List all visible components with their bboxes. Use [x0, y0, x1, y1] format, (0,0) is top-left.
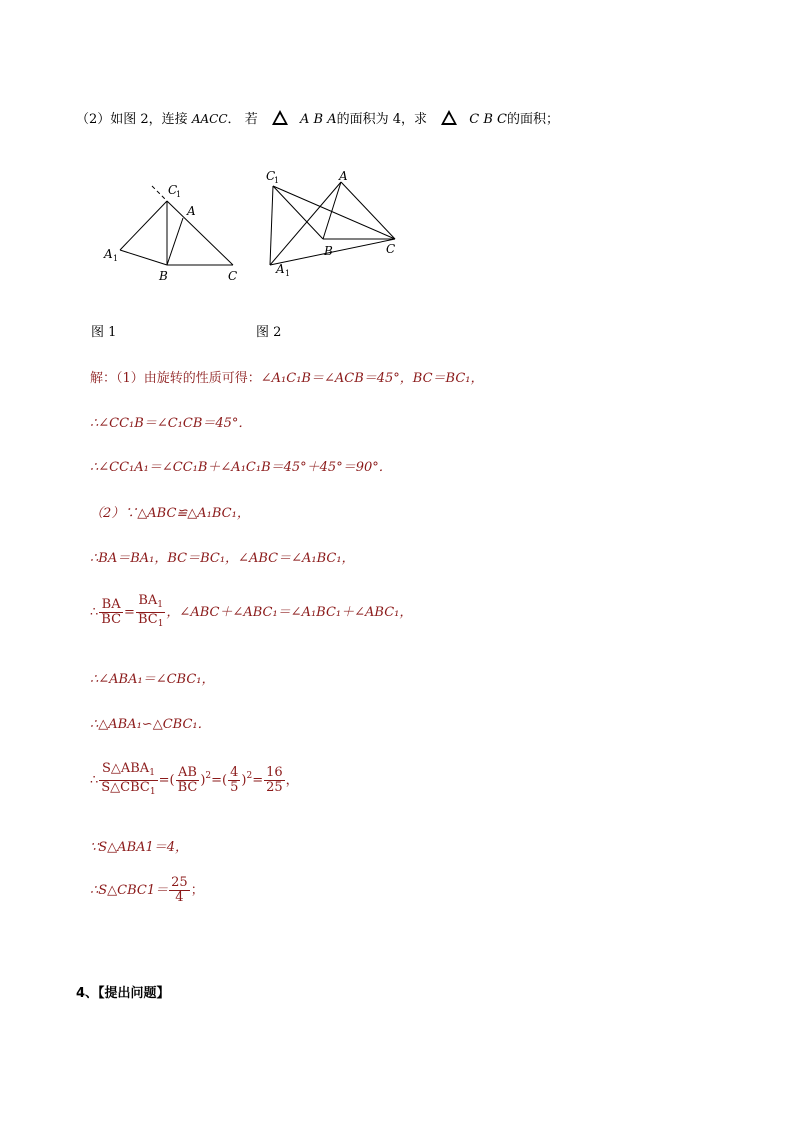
label-b: B [159, 269, 168, 283]
solution-line-5: ∴BA＝BA₁，BC＝BC₁，∠ABC＝∠A₁BC₁， [90, 551, 355, 566]
figure-1-caption: 图 1 [91, 325, 117, 340]
label-b: B [324, 244, 333, 258]
label-a1: A [276, 262, 285, 276]
fraction-area-ratio: $\frac{S\triangle ABA_1}{S\triangle CBC_1}$ [101, 761, 156, 797]
fraction-numerator: AB [176, 766, 200, 781]
section-4-heading: 4、【提出问题】 [76, 986, 170, 1001]
triangle-2-name: C B C [469, 112, 507, 127]
if-text: 若 [244, 112, 258, 127]
fraction-ba-bc [99, 598, 123, 627]
segment-c1-c [273, 186, 395, 239]
paren-open: =( [158, 773, 175, 788]
label-a: A [187, 204, 196, 218]
equals-sign: = [124, 605, 135, 620]
figure-2-caption: 图 2 [256, 325, 282, 340]
segment-b-a [167, 218, 183, 265]
question-line: （2）如图 2，连接 AACC． 若 A B A的面积为 4，求 C B C的面积； [76, 112, 560, 127]
fraction-numerator: S△ABA [101, 761, 150, 776]
paren-close: ) [241, 773, 247, 788]
connect-ref: AACC [191, 112, 228, 126]
solution-l1-expr: ∠A₁C₁B＝∠ACB＝45°，BC＝BC₁， [260, 371, 484, 386]
triangle-icon [272, 110, 288, 125]
fraction-denominator: S△CBC [101, 780, 150, 795]
therefore-symbol: ∴ [90, 605, 99, 620]
segment-a-b [323, 182, 341, 239]
area-expression: ∴S△CBC1＝ [90, 883, 169, 898]
fraction-numerator: 4 [230, 765, 239, 780]
therefore-symbol: ∴ [90, 773, 99, 788]
fraction-16-25 [264, 766, 285, 795]
solution-line-7: ∴∠ABA₁＝∠CBC₁， [90, 672, 215, 687]
dashed-extension [152, 186, 167, 201]
fraction-denominator: BC [101, 612, 122, 627]
fraction-denominator: BC [177, 780, 198, 795]
exponent: 2 [246, 771, 253, 781]
fraction-4-5 [228, 766, 240, 795]
label-sub: 1 [274, 176, 280, 185]
label-c1: C [168, 183, 178, 197]
fraction-numerator: 25 [171, 875, 188, 890]
fraction-denominator: 25 [266, 780, 283, 795]
figures-diagram [95, 160, 415, 285]
fraction-numerator: 16 [266, 765, 283, 780]
label-c: C [386, 242, 396, 256]
segment-c1-a1 [120, 201, 167, 250]
triangle-icon [441, 110, 457, 125]
solution-line-9 [90, 762, 299, 799]
triangle-1-name: A B A [299, 112, 337, 127]
fraction-denominator: BC [137, 612, 158, 627]
question-part-label: （2）如图 2，连接 [76, 112, 188, 127]
solution-line-11 [90, 876, 204, 905]
solution-line-8: ∴△ABA₁∽△CBC₁． [90, 717, 211, 732]
label-sub: 1 [113, 254, 119, 263]
label-c: C [228, 269, 238, 283]
solution-line-10: ∵S△ABA1＝4， [90, 840, 189, 855]
segment-c1-c [167, 201, 233, 265]
solution-line-6 [90, 594, 412, 631]
solution-line-3: ∴∠CC₁A₁＝∠CC₁B＋∠A₁C₁B＝45°＋45°＝90°． [90, 460, 392, 475]
fraction-denominator: 5 [230, 780, 239, 795]
segment-c1-a1 [270, 186, 273, 265]
end-text: 的面积； [507, 112, 560, 127]
label-a1: A [104, 247, 113, 261]
label-sub: 1 [176, 190, 182, 199]
semicolon: ； [190, 883, 204, 898]
label-a: A [339, 169, 348, 183]
solution-line-4: （2）∵△ABC≌△A₁BC₁， [90, 506, 250, 521]
solution-intro: 解：（1）由旋转的性质可得： [90, 371, 261, 386]
angle-expression: ，∠ABC＋∠ABC₁＝∠A₁BC₁＋∠ABC₁， [166, 605, 413, 620]
fraction-25-4 [169, 876, 190, 905]
fraction-numerator: BA [99, 598, 123, 613]
fraction-numerator: BA [138, 593, 158, 608]
paren-open: =( [211, 773, 228, 788]
solution-line-2: ∴∠CC₁B＝∠C₁CB＝45°． [90, 416, 252, 431]
segment-a1-b [120, 250, 167, 265]
fraction-ab-bc [176, 766, 200, 795]
label-c1: C [266, 169, 276, 183]
label-sub: 1 [285, 269, 291, 278]
area-text: 的面积为 4，求 [336, 112, 427, 127]
exponent: 2 [205, 771, 212, 781]
solution-line-1 [90, 367, 484, 386]
comma: ， [285, 773, 299, 788]
segment-a-c [341, 182, 395, 239]
fraction-denominator: 4 [175, 890, 184, 905]
equals-sign: = [252, 773, 264, 788]
fraction-ba1-bc1: $\frac{BA_1}{BC_1}$ [137, 593, 164, 629]
paren-close: ) [200, 773, 206, 788]
